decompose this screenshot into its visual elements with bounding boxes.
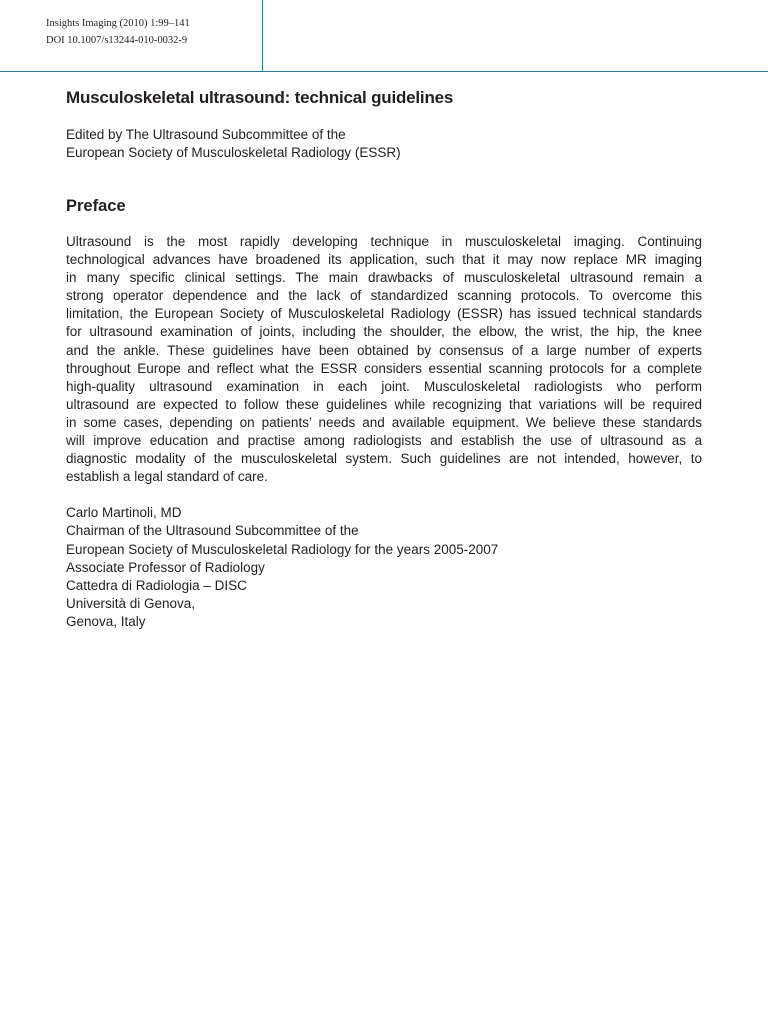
preface-line: strong operator dependence and the lack of standardized scanning protocols. To overcome this — [66, 288, 702, 304]
preface-line: establish a legal standard of care. — [66, 469, 268, 485]
preface-line: limitation, the European Society of Musculoskeletal Radiology (ESSR) has issued technical standards — [66, 306, 702, 322]
preface-line: high-quality ultrasound examination in each joint. Musculoskeletal radiologists who perform — [66, 378, 702, 394]
edited-by-block — [66, 126, 702, 162]
signature-name: Carlo Martinoli, MD — [66, 505, 182, 521]
preface-line: in some cases, depending on patients’ needs and available equipment. We believe these standards — [66, 414, 702, 430]
signature-block — [66, 504, 702, 631]
signature-line: European Society of Musculoskeletal Radiology for the years 2005-2007 — [66, 541, 499, 557]
edited-by-line: Edited by The Ultrasound Subcommittee of the — [66, 127, 346, 142]
article-content — [66, 86, 702, 631]
edited-by-line: European Society of Musculoskeletal Radiology (ESSR) — [66, 145, 401, 160]
header-vertical-rule — [262, 0, 263, 72]
signature-line: Università di Genova, — [66, 595, 196, 611]
doi-line: DOI 10.1007/s13244-010-0032-9 — [46, 35, 188, 46]
preface-line: Ultrasound is the most rapidly developing technique in musculoskeletal imaging. Continuing — [66, 234, 702, 249]
preface-line: for ultrasound examination of joints, including the shoulder, the elbow, the wrist, the hip, the knee — [66, 324, 702, 340]
preface-line: in many specific clinical settings. The main drawbacks of musculoskeletal ultrasound remain a — [66, 270, 702, 286]
preface-line: diagnostic modality of the musculoskeletal system. Such guidelines are not intended, however, to — [66, 451, 702, 467]
signature-line: Associate Professor of Radiology — [66, 559, 265, 575]
preface-line: technological advances have broadened its application, such that it may now replace MR imaging — [66, 252, 702, 268]
page-header — [0, 0, 768, 72]
header-horizontal-rule — [0, 71, 768, 72]
preface-body — [66, 233, 702, 486]
preface-line: and the ankle. These guidelines have been obtained by consensus of a large number of experts — [66, 342, 702, 358]
article-title: Musculoskeletal ultrasound: technical guidelines — [66, 88, 454, 107]
preface-line: throughout Europe and reflect what the ESSR considers essential scanning protocols for a complete — [66, 360, 702, 376]
signature-line: Chairman of the Ultrasound Subcommittee of the — [66, 523, 359, 539]
preface-line: will improve education and practise among radiologists and establish the use of ultrasound as a — [66, 433, 702, 449]
preface-heading: Preface — [66, 197, 126, 215]
preface-line: ultrasound are expected to follow these guidelines while recognizing that variations will be required — [66, 396, 702, 412]
signature-line: Genova, Italy — [66, 613, 146, 629]
signature-line: Cattedra di Radiologia – DISC — [66, 577, 247, 593]
journal-citation: Insights Imaging (2010) 1:99–141 — [46, 18, 190, 29]
